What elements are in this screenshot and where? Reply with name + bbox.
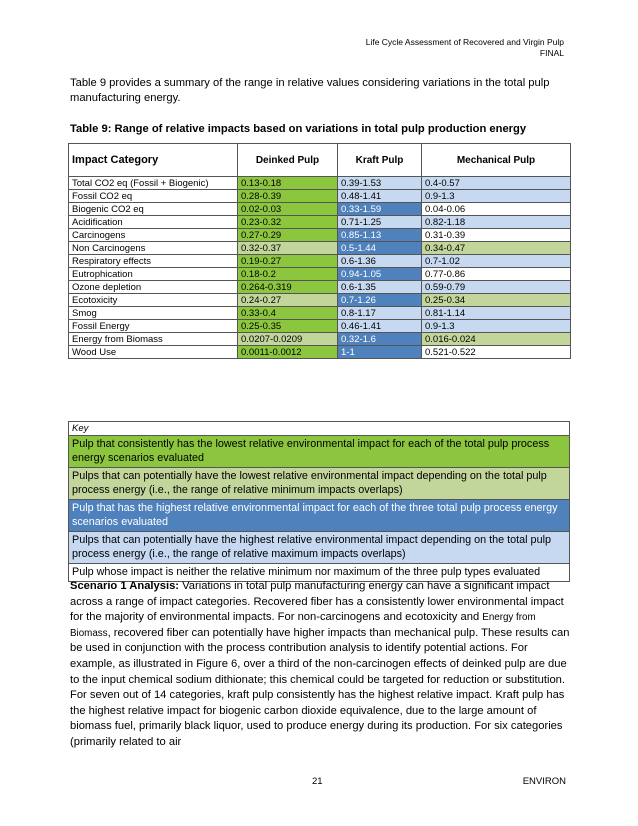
key-title: Key xyxy=(69,422,569,436)
page-number: 21 xyxy=(312,776,323,787)
mechanical-cell: 0.9-1.3 xyxy=(422,190,571,203)
scenario-label: Scenario 1 Analysis: xyxy=(70,580,180,592)
category-cell: Respiratory effects xyxy=(69,255,238,268)
intro-paragraph: Table 9 provides a summary of the range in relative values considering variations in the total pulp manufacturing energy. xyxy=(70,77,550,104)
kraft-cell: 0.71-1.25 xyxy=(338,216,422,229)
table-row xyxy=(69,333,571,346)
header-title: Life Cycle Assessment of Recovered and Virgin Pulp xyxy=(365,37,564,47)
deinked-cell: 0.264-0.319 xyxy=(238,281,338,294)
mechanical-cell: 0.82-1.18 xyxy=(422,216,571,229)
table-row xyxy=(69,242,571,255)
kraft-cell: 0.32-1.6 xyxy=(338,333,422,346)
table-row xyxy=(69,281,571,294)
deinked-cell: 0.24-0.27 xyxy=(238,294,338,307)
scenario-inline-term: Energy from Biomass xyxy=(70,612,536,639)
key-item-highest: Pulp that has the highest relative environmental impact for each of the three total pulp process energy scenarios evaluated xyxy=(69,500,569,532)
mechanical-cell: 0.25-0.34 xyxy=(422,294,571,307)
category-cell: Fossil CO2 eq xyxy=(69,190,238,203)
table-row xyxy=(69,216,571,229)
mechanical-cell: 0.9-1.3 xyxy=(422,320,571,333)
deinked-cell: 0.28-0.39 xyxy=(238,190,338,203)
table-row xyxy=(69,307,571,320)
kraft-cell: 0.94-1.05 xyxy=(338,268,422,281)
table-caption: Table 9: Range of relative impacts based on variations in total pulp production energy xyxy=(70,123,527,135)
kraft-cell: 0.39-1.53 xyxy=(338,177,422,190)
table-row xyxy=(69,320,571,333)
kraft-cell: 0.6-1.36 xyxy=(338,255,422,268)
deinked-cell: 0.0207-0.0209 xyxy=(238,333,338,346)
document-header xyxy=(366,37,564,59)
table-row xyxy=(69,203,571,216)
mechanical-cell: 0.59-0.79 xyxy=(422,281,571,294)
header-status: FINAL xyxy=(539,48,564,58)
footer-organization: ENVIRON xyxy=(522,776,566,787)
table-row xyxy=(69,346,571,359)
key-item-neither: Pulp whose impact is neither the relative minimum nor maximum of the three pulp types evaluated xyxy=(69,564,569,581)
category-cell: Non Carcinogens xyxy=(69,242,238,255)
mechanical-cell: 0.7-1.02 xyxy=(422,255,571,268)
table-row xyxy=(69,229,571,242)
deinked-cell: 0.33-0.4 xyxy=(238,307,338,320)
mechanical-cell: 0.34-0.47 xyxy=(422,242,571,255)
key-item-potential-highest: Pulps that can potentially have the highest relative environmental impact depending on the total pulp process energy (i.e., the range of relative maximum impacts overlaps) xyxy=(69,532,569,564)
category-cell: Total CO2 eq (Fossil + Biogenic) xyxy=(69,177,238,190)
category-cell: Energy from Biomass xyxy=(69,333,238,346)
mechanical-cell: 0.77-0.86 xyxy=(422,268,571,281)
header-impact-category: Impact Category xyxy=(69,144,238,177)
category-cell: Fossil Energy xyxy=(69,320,238,333)
scenario-paragraph xyxy=(70,579,574,751)
category-cell: Wood Use xyxy=(69,346,238,359)
kraft-cell: 1-1 xyxy=(338,346,422,359)
kraft-cell: 0.46-1.41 xyxy=(338,320,422,333)
kraft-cell: 0.5-1.44 xyxy=(338,242,422,255)
kraft-cell: 0.48-1.41 xyxy=(338,190,422,203)
category-cell: Ecotoxicity xyxy=(69,294,238,307)
scenario-text-2: , recovered fiber can potentially have higher impacts than mechanical pulp. These results can be used in conjunction with the process contribution analysis to identify potential actions. For example, as illustrated in Figure 6, over a third of the non-carcinogen effects of deinked pulp are due to the input chemical sodium dithionate; this chemical could be targeted for reduction or substitution. For seven out of 14 categories, kraft pulp consistently has the highest relative impact. Kraft pulp has the highest relative impact for biogenic carbon dioxide equivalence, due to the large amount of biomass fuel, primarily black liquor, used to produce energy during its production. For six categories (primarily related to air xyxy=(70,626,570,748)
mechanical-cell: 0.521-0.522 xyxy=(422,346,571,359)
category-cell: Biogenic CO2 eq xyxy=(69,203,238,216)
deinked-cell: 0.18-0.2 xyxy=(238,268,338,281)
deinked-cell: 0.25-0.35 xyxy=(238,320,338,333)
table-key xyxy=(68,421,570,582)
table-row xyxy=(69,294,571,307)
kraft-cell: 0.8-1.17 xyxy=(338,307,422,320)
kraft-cell: 0.7-1.26 xyxy=(338,294,422,307)
deinked-cell: 0.02-0.03 xyxy=(238,203,338,216)
kraft-cell: 0.6-1.35 xyxy=(338,281,422,294)
table-row xyxy=(69,190,571,203)
table-row xyxy=(69,255,571,268)
mechanical-cell: 0.31-0.39 xyxy=(422,229,571,242)
key-item-potential-lowest: Pulps that can potentially have the lowest relative environmental impact depending on the total pulp process energy (i.e., the range of relative minimum impacts overlaps) xyxy=(69,468,569,500)
table-row xyxy=(69,268,571,281)
header-deinked: Deinked Pulp xyxy=(238,144,338,177)
scenario-text-1: Variations in total pulp manufacturing energy can have a significant impact across a range of impact categories. Recovered fiber has a consistently lower environmental impact for the majority of environmental impacts. For non-carcinogens and ecotoxicity and xyxy=(70,580,564,624)
mechanical-cell: 0.04-0.06 xyxy=(422,203,571,216)
category-cell: Eutrophication xyxy=(69,268,238,281)
impact-range-table xyxy=(68,143,571,359)
category-cell: Carcinogens xyxy=(69,229,238,242)
mechanical-cell: 0.81-1.14 xyxy=(422,307,571,320)
kraft-cell: 0.33-1.59 xyxy=(338,203,422,216)
deinked-cell: 0.19-0.27 xyxy=(238,255,338,268)
deinked-cell: 0.0011-0.0012 xyxy=(238,346,338,359)
mechanical-cell: 0.016-0.024 xyxy=(422,333,571,346)
category-cell: Ozone depletion xyxy=(69,281,238,294)
header-kraft: Kraft Pulp xyxy=(338,144,422,177)
deinked-cell: 0.23-0.32 xyxy=(238,216,338,229)
table-row xyxy=(69,177,571,190)
kraft-cell: 0.85-1.13 xyxy=(338,229,422,242)
category-cell: Acidification xyxy=(69,216,238,229)
table-header-row xyxy=(69,144,571,177)
category-cell: Smog xyxy=(69,307,238,320)
deinked-cell: 0.13-0.18 xyxy=(238,177,338,190)
deinked-cell: 0.27-0.29 xyxy=(238,229,338,242)
header-mechanical: Mechanical Pulp xyxy=(422,144,571,177)
mechanical-cell: 0.4-0.57 xyxy=(422,177,571,190)
key-item-lowest: Pulp that consistently has the lowest relative environmental impact for each of the total pulp process energy scenarios evaluated xyxy=(69,436,569,468)
deinked-cell: 0.32-0.37 xyxy=(238,242,338,255)
